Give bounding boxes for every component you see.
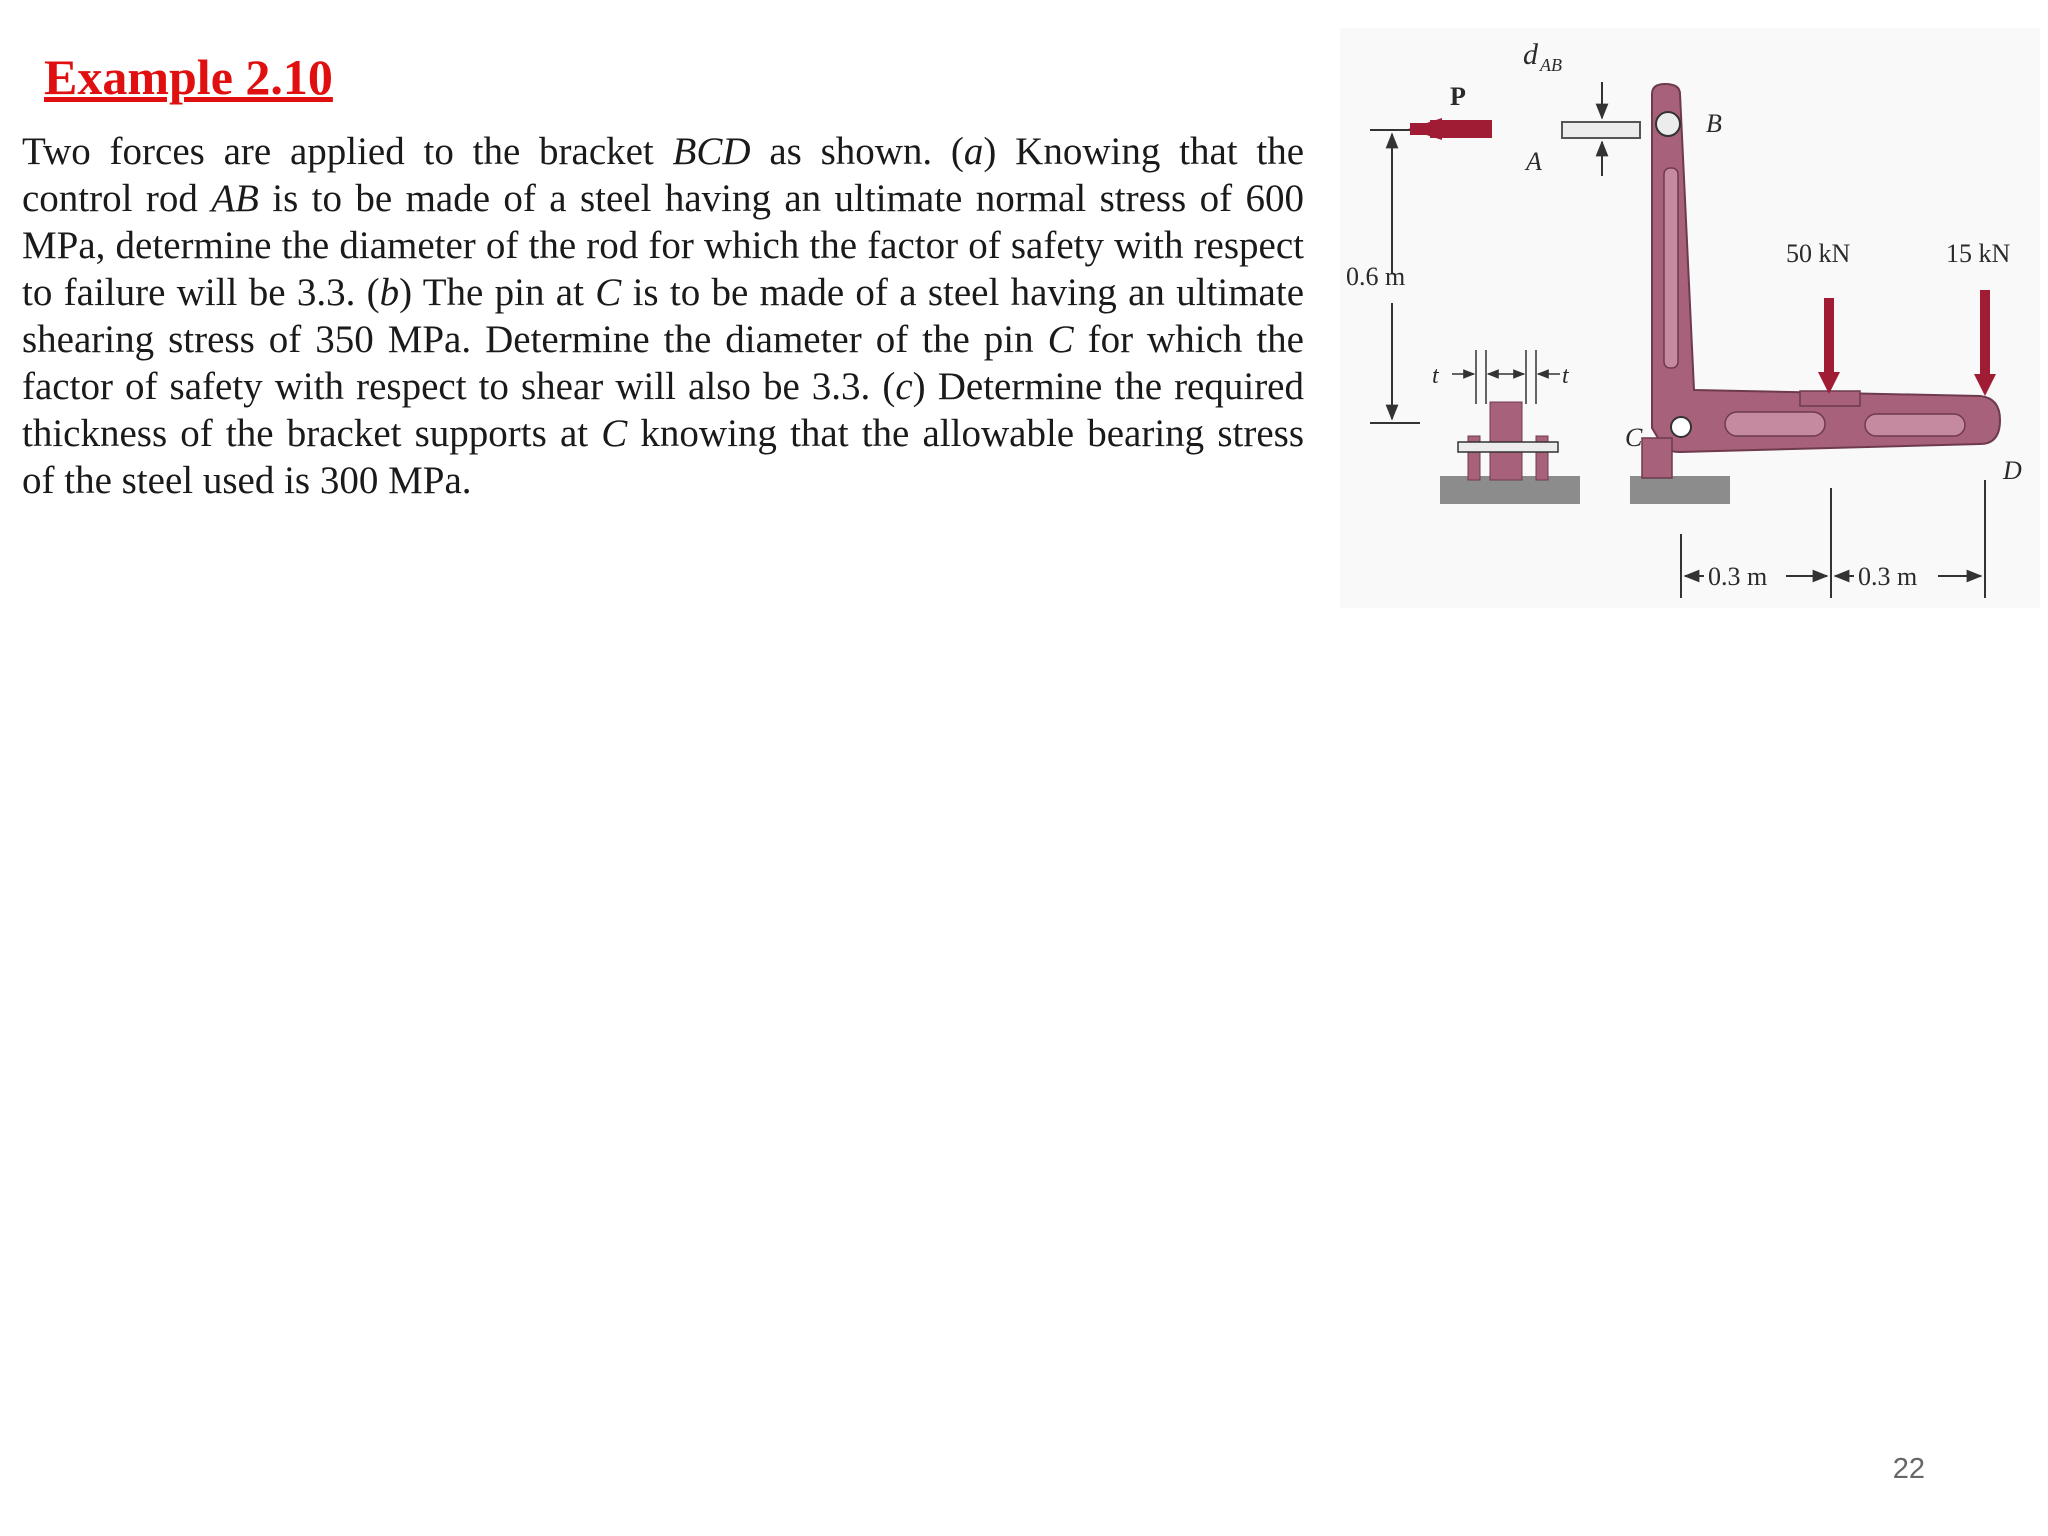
example-title: Example 2.10 (44, 49, 333, 105)
dim-label-1: 0.3 m (1708, 562, 1768, 591)
bracket-figure (1340, 28, 2040, 608)
load-50kn-label: 50 kN (1786, 239, 1851, 268)
point-b-label: B (1706, 109, 1722, 138)
force-p-arrow (1430, 120, 1492, 138)
point-c-label: C (1625, 423, 1643, 452)
support-c-base (1630, 476, 1730, 504)
point-d-label: D (2003, 456, 2022, 485)
d-ab-subscript: AB (1540, 55, 1562, 75)
problem-statement: Two forces are applied to the bracket BCD as shown. (a) Knowing that the control rod AB is to be made of a steel having an ultimate normal stress of 600 MPa, determine the diameter of the rod for which the factor of safety with respect to failure will be 3.3. (b) The pin at C is to be made of a steel having an ultimate shearing stress of 350 MPa. Determine the diameter of the pin C for which the factor of safety with respect to shear will also be 3.3. (c) Determine the required thickness of the bracket supports at C knowing that the allowable bearing stress of the steel used is 300 MPa. (22, 130, 1305, 502)
height-label: 0.6 m (1346, 262, 1406, 291)
page-number: 22 (1892, 1453, 1925, 1485)
point-a-label: A (1526, 147, 1542, 176)
t-label-right: t (1562, 363, 1569, 389)
p-label: P (1450, 82, 1466, 111)
t-label-left: t (1432, 363, 1439, 389)
d-ab-label: d (1523, 38, 1538, 71)
pin-c (1671, 417, 1691, 437)
pin-b (1656, 112, 1680, 136)
load-15kn-label: 15 kN (1946, 239, 2011, 268)
dim-label-2: 0.3 m (1858, 562, 1918, 591)
